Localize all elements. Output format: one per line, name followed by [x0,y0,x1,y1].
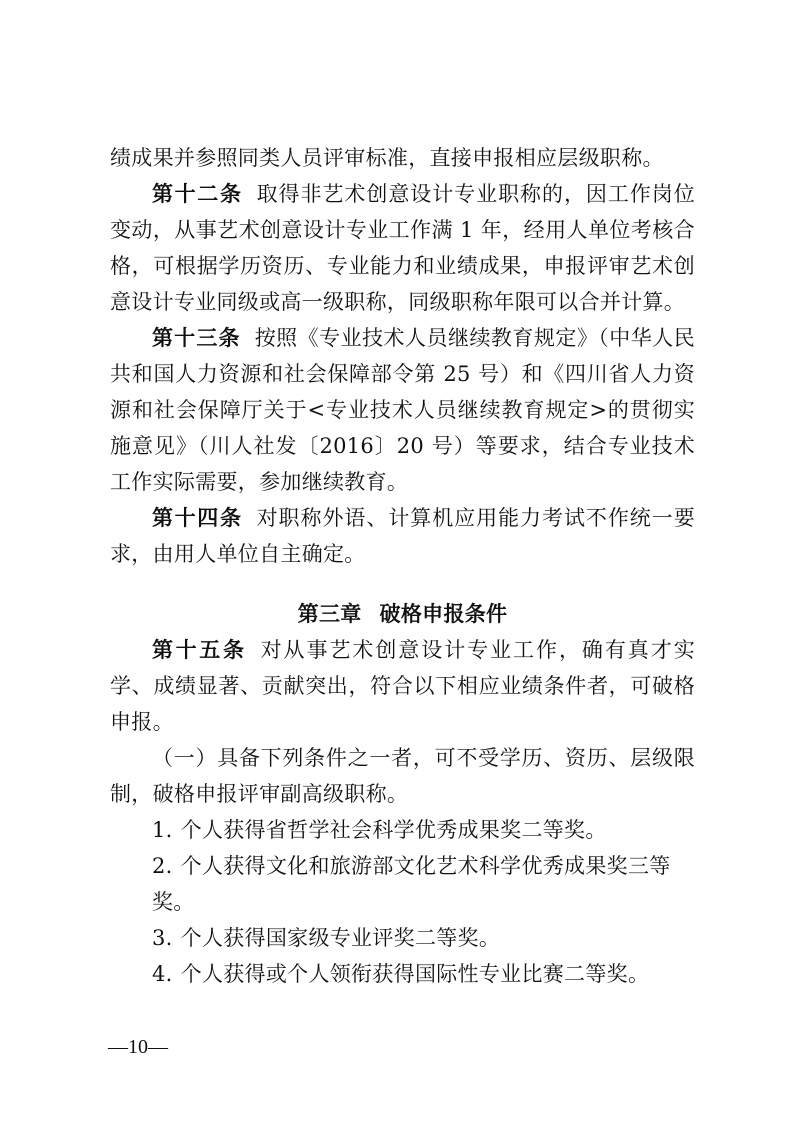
chapter-heading [110,596,695,632]
list-item [110,956,695,992]
list-number: 3. [152,926,173,950]
paragraph-text: 绩成果并参照同类人员评审标准，直接申报相应层级职称。 [110,146,664,170]
list-text: 个人获得文化和旅游部文化艺术科学优秀成果奖三等奖。 [152,854,671,914]
article-text: 按照《专业技术人员继续教育规定》（中华人民共和国人力资源和社会保障部令第 25 号）和《四川省人力资源和社会保障厅关于<专业技术人员继续教育规定>的贯彻实施意见》（川人社发〔2016〕20 号）等要求，结合专业技术工作实际需要，参加继续教育。 [110,326,695,494]
list-item [110,920,695,956]
list-item [110,812,695,848]
article-number: 第十五条 [152,638,247,662]
article-13 [110,320,695,500]
article-14 [110,500,695,572]
list-text: 个人获得国家级专业评奖二等奖。 [180,926,501,950]
article-number: 第十二条 [152,182,243,206]
article-15 [110,632,695,740]
article-number: 第十三条 [152,326,241,350]
article-text: 对职称外语、计算机应用能力考试不作统一要求，由用人单位自主确定。 [110,506,695,566]
article-text: 取得非艺术创意设计专业职称的，因工作岗位变动，从事艺术创意设计专业工作满 1 年，经用人单位考核合格，可根据学历资历、专业能力和业绩成果，申报评审艺术创意设计专业同级或高一级职称，同级职称年限可以合并计算。 [110,182,695,314]
document-body [110,140,695,992]
list-number: 4. [152,962,173,986]
article-text: 对从事艺术创意设计专业工作，确有真才实学、成绩显著、贡献突出，符合以下相应业绩条件者，可破格申报。 [110,638,696,734]
list-text: 个人获得或个人领衔获得国际性专业比赛二等奖。 [180,962,650,986]
clause-text: （一）具备下列条件之一者，可不受学历、资历、层级限制，破格申报评审副高级职称。 [110,746,695,806]
page-number: —10— [108,1036,168,1058]
list-number: 1. [152,818,173,842]
article-number: 第十四条 [152,506,243,530]
paragraph-continuation [110,140,695,176]
article-12 [110,176,695,320]
list-text: 个人获得省哲学社会科学优秀成果奖二等奖。 [180,818,607,842]
list-item [110,848,695,920]
chapter-title: 破格申报条件 [379,602,508,626]
clause-1 [110,740,695,812]
chapter-number: 第三章 [297,602,362,626]
list-number: 2. [152,854,173,878]
